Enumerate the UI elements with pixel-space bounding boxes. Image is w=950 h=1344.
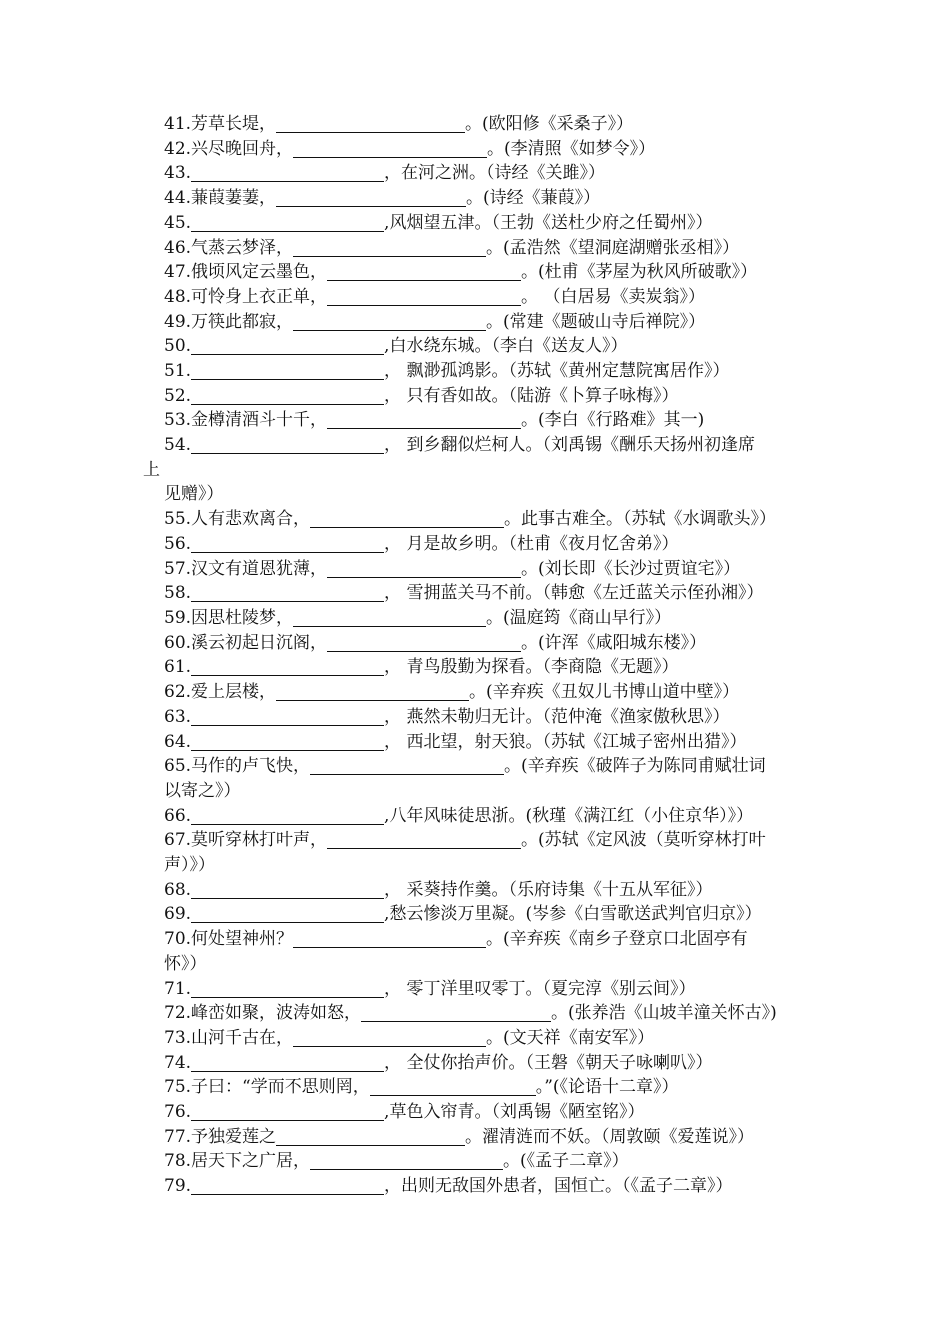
question-line: [143, 828, 815, 853]
question-text: 。(温庭筠《商山早行》）: [486, 608, 672, 628]
question-text: 。(文天祥《南安军》）: [486, 1027, 655, 1048]
question-line: [143, 1001, 815, 1026]
question-line: [143, 310, 815, 335]
question-line: [143, 408, 815, 433]
question-text: ， 采葵持作羹。（乐府诗集《十五从军征》）: [384, 879, 713, 900]
question-text: ， 青鸟殷勤为探看。（李商隐《无题》）: [384, 657, 679, 678]
question-item: [143, 828, 815, 877]
question-text: 76.: [164, 1102, 192, 1122]
question-text: ， 月是故乡明。（杜甫《夜月忆舍弟》）: [384, 533, 679, 554]
question-item: [143, 359, 815, 384]
answer-blank[interactable]: [191, 338, 384, 355]
question-text: 49.万筷此都寂，: [164, 311, 294, 332]
question-text: 57.汉文有道恩犹薄，: [164, 558, 328, 579]
question-line: [143, 705, 815, 730]
question-text: 53.金樽清酒斗十千，: [164, 410, 328, 431]
question-text: ,八年风味徒思浙。(秋瑾《满江红（小住京华）》）: [384, 805, 754, 826]
question-text: 58.: [164, 583, 192, 604]
question-line: [143, 359, 815, 384]
question-text: 以寄之》）: [164, 780, 241, 801]
question-item: [143, 211, 815, 236]
question-text: 73.山河千古在，: [164, 1027, 294, 1048]
answer-blank[interactable]: [191, 882, 384, 899]
question-item: [143, 1075, 815, 1100]
question-line: [143, 655, 815, 680]
question-item: [143, 655, 815, 680]
question-text: 。(常建《题破山寺后禅院》）: [486, 311, 706, 332]
question-line: [143, 631, 815, 656]
question-text: 48.可怜身上衣正单，: [164, 286, 328, 307]
question-line: [143, 458, 815, 483]
question-item: [143, 1100, 815, 1125]
question-line: [143, 334, 815, 359]
question-item: [143, 260, 815, 285]
question-text: 。(欧阳修《采桑子》）: [465, 114, 634, 134]
question-text: 54.: [164, 435, 192, 456]
question-text: 59.因思杜陵梦，: [164, 608, 294, 628]
question-line: [143, 1100, 815, 1125]
question-text: 见赠》）: [164, 484, 224, 505]
question-line: [143, 1075, 815, 1100]
question-text: 47.俄顷风定云墨色，: [164, 262, 328, 283]
answer-blank[interactable]: [276, 684, 469, 701]
answer-blank[interactable]: [191, 1178, 384, 1195]
question-item: [143, 631, 815, 656]
question-line: [143, 952, 815, 977]
answer-blank[interactable]: [293, 931, 486, 948]
question-line: [143, 384, 815, 409]
question-line: [143, 285, 815, 310]
answer-blank[interactable]: [310, 1153, 503, 1170]
question-text: 。(诗经《蒹葭》）: [466, 188, 601, 209]
question-text: 。(刘长即《长沙过贾谊宅》）: [521, 558, 741, 579]
question-line: [143, 853, 815, 878]
question-text: ， 只有香如故。（陆游《卜算子咏梅》）: [384, 385, 679, 406]
answer-blank[interactable]: [276, 190, 466, 207]
answer-blank[interactable]: [191, 659, 384, 676]
question-text: 61.: [164, 657, 192, 678]
answer-blank[interactable]: [327, 832, 521, 849]
answer-blank[interactable]: [293, 1030, 486, 1047]
question-text: ， 全仗你抬声价。（王磐《朝天子咏喇叭》）: [384, 1052, 713, 1073]
answer-blank[interactable]: [191, 808, 384, 825]
question-line: [143, 730, 815, 755]
question-item: [143, 334, 815, 359]
question-line: [143, 804, 815, 829]
question-text: 63.: [164, 706, 192, 727]
question-item: [143, 1149, 815, 1174]
question-line: [143, 211, 815, 236]
question-line: [143, 532, 815, 557]
question-text: 56.: [164, 533, 192, 554]
question-item: [143, 186, 815, 211]
question-text: 51.: [164, 361, 192, 381]
question-item: [143, 507, 815, 532]
question-item: [143, 680, 815, 705]
question-item: [143, 384, 815, 409]
question-item: [143, 112, 815, 137]
question-item: [143, 878, 815, 903]
question-line: [143, 927, 815, 952]
question-line: [143, 482, 815, 507]
question-item: [143, 1051, 815, 1076]
question-line: [143, 581, 815, 606]
question-text: 42.兴尽晚回舟，: [164, 138, 294, 159]
question-text: 71.: [164, 978, 192, 999]
question-text: 怀》）: [164, 953, 207, 974]
question-line: [143, 1051, 815, 1076]
question-text: 67.莫听穿林打叶声，: [164, 830, 328, 851]
question-text: 66.: [164, 805, 192, 826]
question-text: 。(苏轼《定风波（莫听穿林打叶: [521, 830, 766, 851]
answer-blank[interactable]: [327, 264, 521, 281]
answer-blank[interactable]: [310, 758, 504, 775]
answer-blank[interactable]: [293, 314, 486, 331]
question-text: 74.: [164, 1052, 192, 1073]
question-text: 46.气蒸云梦泽，: [164, 237, 294, 258]
question-text: ， 零丁洋里叹零丁。（夏完淳《别云间》）: [384, 978, 696, 999]
question-text: 。此事古难全。（苏轼《水调歌头》）: [504, 509, 777, 530]
answer-blank[interactable]: [191, 165, 384, 182]
question-text: 79.: [164, 1176, 192, 1197]
question-text: 62.爱上层楼，: [164, 682, 277, 703]
question-text: 78.居天下之广居，: [164, 1151, 311, 1172]
question-text: 43.: [164, 163, 192, 184]
question-text: 69.: [164, 904, 192, 925]
answer-blank[interactable]: [191, 981, 384, 998]
question-text: 77.予独爱莲之: [164, 1126, 277, 1147]
question-item: [143, 1174, 815, 1199]
question-text: 41.芳草长堤，: [164, 114, 277, 134]
question-line: [143, 557, 815, 582]
question-line: [143, 1149, 815, 1174]
question-line: [143, 902, 815, 927]
answer-blank[interactable]: [327, 289, 521, 306]
question-text: ， 飘渺孤鸿影。（苏轼《黄州定慧院寓居作》）: [384, 361, 730, 381]
question-text: 上: [143, 459, 160, 480]
question-text: 。(孟浩然《望洞庭湖赠张丞相》）: [486, 237, 740, 258]
question-line: [143, 186, 815, 211]
answer-blank[interactable]: [293, 141, 487, 158]
question-item: [143, 606, 815, 631]
question-item: [143, 236, 815, 261]
question-text: 。(辛弃疾《丑奴儿书博山道中壁》）: [469, 682, 740, 703]
question-text: 75.子曰：“学而不思则罔，: [164, 1077, 370, 1098]
answer-blank[interactable]: [191, 1104, 384, 1121]
question-text: 。濯清涟而不妖。（周敦颐《爱莲说》）: [465, 1126, 755, 1147]
question-text: ， 燕然未勒归无计。（范仲淹《渔家傲秋思》）: [384, 706, 730, 727]
question-item: [143, 532, 815, 557]
question-line: [143, 236, 815, 261]
answer-blank[interactable]: [191, 363, 384, 380]
question-line: [143, 260, 815, 285]
answer-blank[interactable]: [293, 610, 486, 627]
answer-blank[interactable]: [191, 388, 384, 405]
question-line: [143, 112, 815, 137]
question-text: 50.: [164, 336, 192, 357]
answer-blank[interactable]: [327, 561, 521, 578]
question-item: [143, 902, 815, 927]
question-text: 。 （白居易《卖炭翁》）: [521, 286, 705, 307]
question-text: 。(辛弃疾《南乡子登京口北固亭有: [486, 929, 748, 950]
question-line: [143, 433, 815, 458]
answer-blank[interactable]: [310, 511, 504, 528]
question-text: 。”(《论语十二章》）: [535, 1077, 679, 1098]
question-item: [143, 754, 815, 803]
question-text: 72.峰峦如聚，波涛如怒，: [164, 1003, 362, 1024]
question-text: ,草色入帘青。（刘禹锡《陋室铭》）: [384, 1102, 645, 1122]
answer-blank[interactable]: [327, 635, 521, 652]
question-text: ，在河之洲。（诗经《关雎》）: [384, 163, 606, 184]
question-item: [143, 137, 815, 162]
question-item: [143, 581, 815, 606]
question-item: [143, 804, 815, 829]
question-line: [143, 754, 815, 779]
question-item: [143, 977, 815, 1002]
question-line: [143, 137, 815, 162]
question-text: ,白水绕东城。（李白《送友人》）: [384, 336, 628, 357]
answer-blank[interactable]: [293, 240, 486, 257]
question-text: ， 雪拥蓝关马不前。（韩愈《左迁蓝关示侄孙湘》）: [384, 583, 764, 604]
question-item: [143, 705, 815, 730]
question-text: 声）》）: [164, 854, 215, 875]
question-text: ， 西北望，射天狼。（苏轼《江城子密州出猎》）: [384, 731, 747, 752]
question-text: 45.: [164, 212, 192, 233]
question-item: [143, 433, 815, 507]
question-line: [143, 1125, 815, 1150]
question-text: 。(辛弃疾《破阵子为陈同甫赋壮词: [504, 756, 766, 777]
answer-blank[interactable]: [276, 1129, 465, 1146]
question-line: [143, 606, 815, 631]
question-text: 68.: [164, 879, 192, 900]
question-text: ,愁云惨淡万里凝。(岑参《白雪歌送武判官归京》）: [384, 904, 762, 925]
question-item: [143, 161, 815, 186]
question-text: 52.: [164, 385, 192, 406]
question-line: [143, 680, 815, 705]
question-item: [143, 730, 815, 755]
question-item: [143, 408, 815, 433]
question-item: [143, 1125, 815, 1150]
question-text: 。(张养浩《山坡羊潼关怀古》): [551, 1003, 777, 1024]
question-text: ， 到乡翻似烂柯人。（刘禹锡《酬乐天扬州初逢席: [384, 435, 755, 456]
question-text: 64.: [164, 731, 192, 752]
question-line: [143, 1026, 815, 1051]
question-line: [143, 878, 815, 903]
answer-blank[interactable]: [191, 585, 384, 602]
question-text: ,风烟望五津。（王勃《送杜少府之任蜀州》）: [384, 212, 713, 233]
question-text: 44.蒹葭萋萋，: [164, 188, 277, 209]
answer-blank[interactable]: [327, 412, 521, 429]
answer-blank[interactable]: [276, 116, 465, 133]
question-item: [143, 927, 815, 976]
answer-blank[interactable]: [361, 1005, 551, 1022]
question-text: 60.溪云初起日沉阁，: [164, 632, 328, 653]
question-text: 。(李清照《如梦令》）: [487, 138, 656, 159]
question-text: 70.何处望神州？: [164, 929, 294, 950]
question-text: 。(许浑《咸阳城东楼》）: [521, 632, 707, 653]
question-text: 。(《孟子二章》）: [503, 1151, 629, 1172]
answer-blank[interactable]: [191, 437, 384, 454]
question-text: 65.马作的卢飞快，: [164, 756, 311, 777]
question-line: [143, 161, 815, 186]
question-item: [143, 1001, 815, 1026]
answer-blank[interactable]: [191, 536, 384, 553]
question-text: 。(李白《行路难》其一): [521, 410, 705, 431]
question-item: [143, 285, 815, 310]
question-item: [143, 1026, 815, 1051]
question-line: [143, 1174, 815, 1199]
question-line: [143, 779, 815, 804]
question-item: [143, 310, 815, 335]
question-line: [143, 977, 815, 1002]
question-text: 。(杜甫《茅屋为秋风所破歌》）: [521, 262, 758, 283]
question-item: [143, 557, 815, 582]
question-line: [143, 507, 815, 532]
answer-blank[interactable]: [370, 1079, 536, 1096]
question-text: 55.人有悲欢离合，: [164, 509, 311, 530]
answer-blank[interactable]: [191, 709, 384, 726]
answer-blank[interactable]: [191, 906, 384, 923]
answer-blank[interactable]: [191, 734, 384, 751]
question-text: ，出则无敌国外患者，国恒亡。（《孟子二章》）: [384, 1176, 733, 1197]
answer-blank[interactable]: [191, 1055, 384, 1072]
answer-blank[interactable]: [191, 215, 384, 232]
